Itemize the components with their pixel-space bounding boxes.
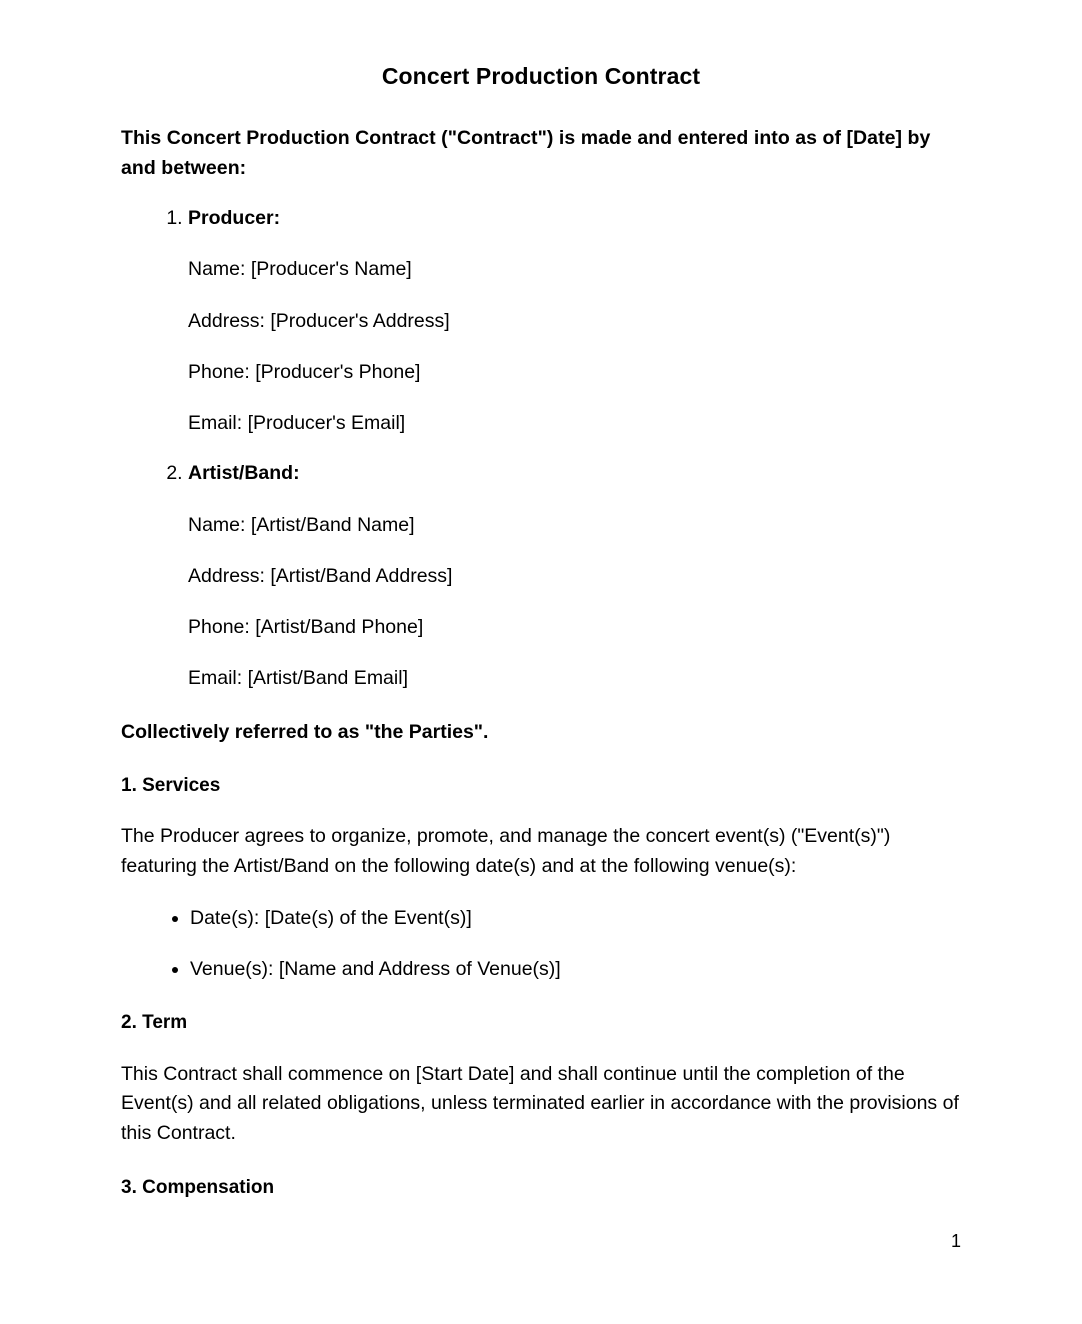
party-detail-email: Email: [Artist/Band Email] [188,667,408,690]
section-heading-compensation: 3. Compensation [121,1176,275,1198]
document-content [121,0,961,1202]
party-detail-address: Address: [Artist/Band Address] [188,564,453,587]
section-paragraph-services: The Producer agrees to organize, promote, and manage the concert event(s) ("Event(s)") featuring the Artist/Band on the following date(s) and at the following venue(s): [121,825,891,878]
party-detail-phone: Phone: [Producer's Phone] [188,360,421,383]
collective-statement: Collectively referred to as "the Parties". [121,720,489,743]
page-number: 1 [950,1231,961,1251]
party-heading: 2. Artist/Band: [188,462,300,485]
list-item [190,882,961,933]
section-heading-services: 1. Services [121,774,221,796]
services-bullet-list [121,882,961,985]
party-heading: 1. Producer: [188,207,281,230]
section-paragraph-term: This Contract shall commence on [Start Date] and shall continue until the completion of the Event(s) and all related obligations, unless terminated earlier in accordance with the provisions of this Contract. [121,1062,959,1144]
party-detail-name: Name: [Artist/Band Name] [188,513,415,536]
party-detail-name: Name: [Producer's Name] [188,258,412,281]
party-detail-email: Email: [Producer's Email] [188,412,406,435]
list-item [190,933,961,984]
page-title: Concert Production Contract [381,63,701,89]
parties-list [121,183,961,694]
bullet-dates: • Date(s): [Date(s) of the Event(s)] [190,906,472,929]
intro-paragraph: This Concert Production Contract ("Contract") is made and entered into as of [Date] by and between: [121,126,931,179]
party-detail-address: Address: [Producer's Address] [188,309,450,332]
party-detail-phone: Phone: [Artist/Band Phone] [188,616,424,639]
list-item [188,183,961,438]
bullet-venues: • Venue(s): [Name and Address of Venue(s)] [190,957,561,980]
list-item [188,438,961,693]
section-heading-term: 2. Term [121,1012,188,1034]
